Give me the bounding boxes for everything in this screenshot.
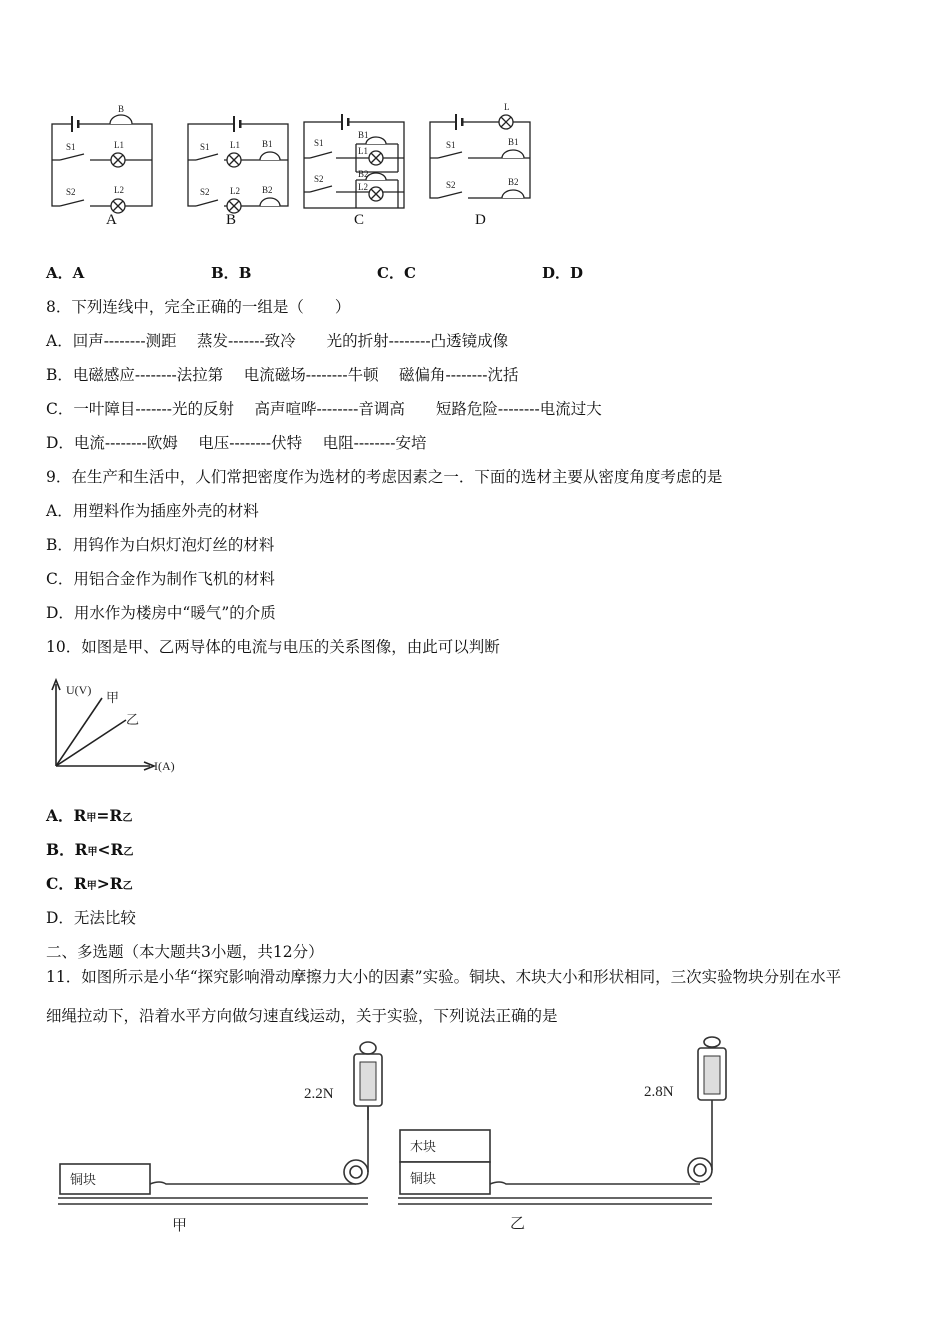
label-l1-c: L1 <box>358 146 368 156</box>
label-s2-c: S2 <box>314 174 324 184</box>
x-axis-label: I(A) <box>154 759 175 773</box>
operator: = <box>96 806 110 825</box>
label-l-d: L <box>504 102 510 112</box>
option-text: A <box>72 264 85 282</box>
option-letter: D． <box>542 264 571 282</box>
block-label-copper-yi: 铜块 <box>410 1171 437 1186</box>
label-l2-b: L2 <box>230 186 240 196</box>
label-b1-b: B1 <box>262 139 273 149</box>
circuit-label-a: A <box>106 212 117 228</box>
label-l1-a: L1 <box>114 140 124 150</box>
r-symbol: R <box>109 874 123 893</box>
y-axis-label: U(V) <box>66 683 92 697</box>
label-b1-d: B1 <box>508 137 519 147</box>
block-label-copper-jia: 铜块 <box>70 1172 97 1187</box>
q10-option-b[interactable] <box>46 840 133 863</box>
label-s2-d: S2 <box>446 180 456 190</box>
option-letter: B． <box>211 264 239 282</box>
caption-jia: 甲 <box>172 1218 188 1234</box>
option-prefix: C． <box>46 874 74 893</box>
q10-option-d[interactable]: D．无法比较 <box>46 909 136 927</box>
q7-option-b[interactable] <box>211 262 251 283</box>
q8-option-a[interactable]: A．回声--------测距 蒸发-------致冷 光的折射--------凸透镜成像 <box>46 332 509 350</box>
section-heading: 二、多选题（本大题共3小题，共12分） <box>46 943 324 961</box>
label-s1-b: S1 <box>200 142 210 152</box>
q10-option-a[interactable] <box>46 806 132 829</box>
line-yi-label: 乙 <box>126 712 140 727</box>
subscript-jia: 甲 <box>87 847 98 858</box>
q8-option-c[interactable]: C．一叶障目-------光的反射 高声喧哗--------音调高 短路危险--------电流过大 <box>46 400 602 418</box>
circuit-c <box>304 114 404 208</box>
q7-options <box>46 262 746 282</box>
q9-stem: 9．在生产和生活中，人们常把密度作为选材的考虑因素之一．下面的选材主要从密度角度考虑的是 <box>46 468 723 486</box>
block-label-wood-yi: 木块 <box>410 1139 437 1154</box>
r-symbol: R <box>73 806 87 825</box>
subscript-jia: 甲 <box>86 881 97 892</box>
r-symbol: R <box>73 874 87 893</box>
label-b2-c: B2 <box>358 169 369 179</box>
q7-option-c[interactable] <box>377 262 416 283</box>
label-l2-a: L2 <box>114 185 124 195</box>
label-bell-a: B <box>118 104 125 114</box>
option-letter: C． <box>377 264 404 282</box>
q11-stem-line1: 11．如图所示是小华“探究影响滑动摩擦力大小的因素”实验。铜块、木块大小和形状相同，三次实验物块分别在水平 <box>46 968 842 986</box>
q10-option-c[interactable] <box>46 874 133 897</box>
operator: < <box>97 840 111 859</box>
figure-jia <box>58 1042 382 1204</box>
option-text: B <box>238 264 252 282</box>
q10-stem: 10．如图是甲、乙两导体的电流与电压的关系图像，由此可以判断 <box>46 638 500 656</box>
option-text: D <box>570 264 584 282</box>
label-s2-b: S2 <box>200 187 210 197</box>
q9-option-a[interactable]: A．用塑料作为插座外壳的材料 <box>46 502 259 520</box>
q9-option-c[interactable]: C．用铝合金作为制作飞机的材料 <box>46 570 275 588</box>
circuit-d <box>430 114 530 204</box>
subscript-jia: 甲 <box>86 813 97 824</box>
force-reading-yi: 2.8N <box>644 1084 674 1100</box>
circuit-a <box>52 115 152 213</box>
label-s2-a: S2 <box>66 187 76 197</box>
friction-experiment-figure <box>56 1036 756 1236</box>
circuit-b <box>188 116 288 213</box>
r-symbol: R <box>110 840 124 859</box>
label-b2-b: B2 <box>262 185 273 195</box>
r-symbol: R <box>109 806 123 825</box>
subscript-yi: 乙 <box>123 847 134 858</box>
q7-option-d[interactable] <box>542 262 583 283</box>
option-prefix: B． <box>46 840 75 859</box>
label-s1-a: S1 <box>66 142 76 152</box>
circuit-label-d: D <box>475 212 486 228</box>
q11-stem-line2: 细绳拉动下，沿着水平方向做匀速直线运动，关于实验，下列说法正确的是 <box>46 1007 558 1025</box>
q8-option-d[interactable]: D．电流--------欧姆 电压--------伏特 电阻--------安培 <box>46 434 427 452</box>
label-b1-c: B1 <box>358 130 369 140</box>
q9-option-b[interactable]: B．用钨作为白炽灯泡灯丝的材料 <box>46 536 275 554</box>
circuit-label-c: C <box>354 212 365 228</box>
subscript-yi: 乙 <box>122 813 133 824</box>
label-s1-d: S1 <box>446 140 456 150</box>
q7-option-a[interactable] <box>46 262 84 283</box>
r-symbol: R <box>74 840 88 859</box>
label-b2-d: B2 <box>508 177 519 187</box>
operator: > <box>96 874 110 893</box>
label-l1-b: L1 <box>230 140 240 150</box>
q8-stem: 8．下列连线中，完全正确的一组是（ ） <box>46 298 351 316</box>
label-s1-c: S1 <box>314 138 324 148</box>
line-jia-label: 甲 <box>106 690 120 705</box>
q8-option-b[interactable]: B．电磁感应--------法拉第 电流磁场--------牛顿 磁偏角--------沈括 <box>46 366 519 384</box>
option-prefix: A． <box>46 806 74 825</box>
label-l2-c: L2 <box>358 182 368 192</box>
ui-graph <box>42 674 192 779</box>
caption-yi: 乙 <box>510 1216 526 1232</box>
q9-option-d[interactable]: D．用水作为楼房中“暖气”的介质 <box>46 604 276 622</box>
subscript-yi: 乙 <box>122 881 133 892</box>
option-letter: A． <box>46 264 73 282</box>
circuit-label-b: B <box>226 212 237 228</box>
figure-yi <box>398 1037 726 1204</box>
option-text: C <box>403 264 416 282</box>
force-reading-jia: 2.2N <box>304 1086 334 1102</box>
